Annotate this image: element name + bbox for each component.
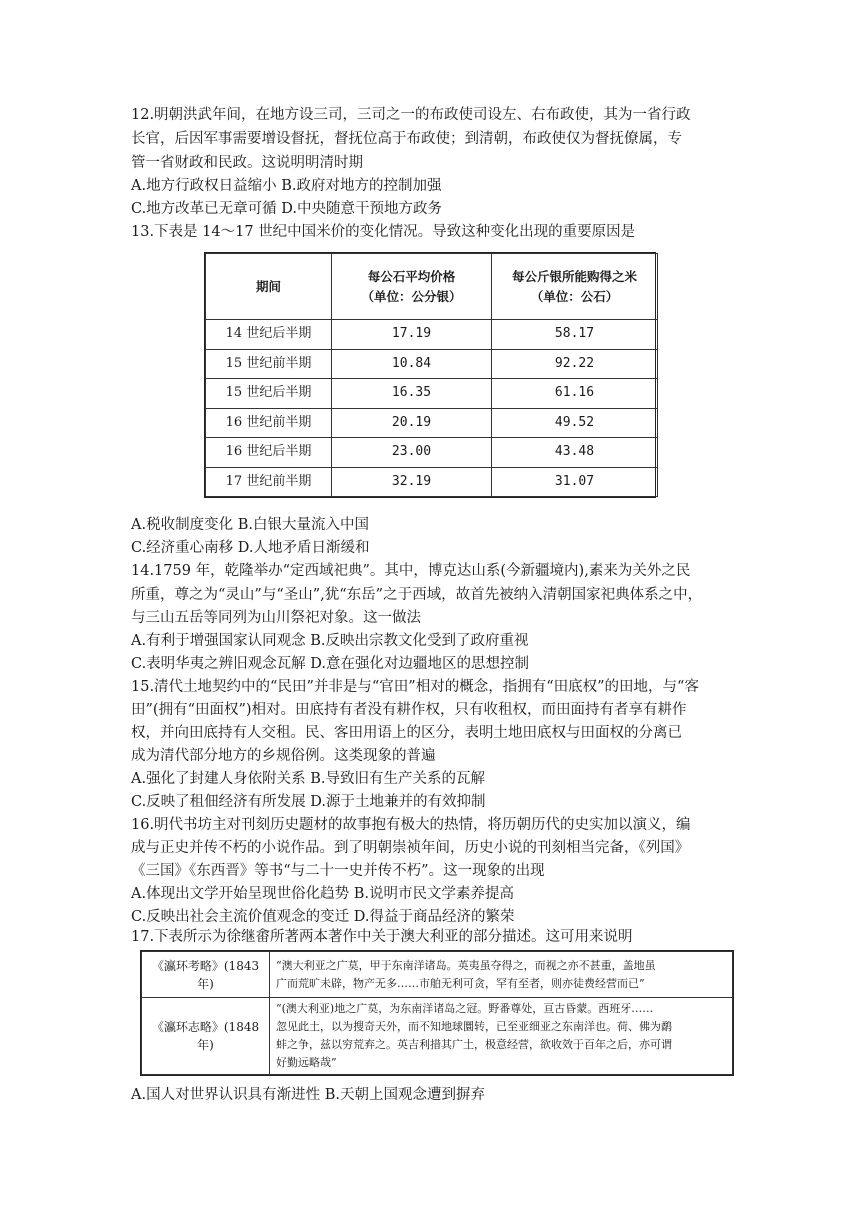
- price-cell: 17.19: [332, 320, 492, 350]
- period-cell: 17 世纪前半期: [206, 467, 332, 497]
- quote-cell: [270, 952, 733, 998]
- rice-cell: 58.17: [492, 320, 658, 350]
- quote-line: “(澳大利亚)地之广莫，为东南洋诸岛之冠。野番尊处，亘古昏蒙。西班牙……: [276, 1002, 654, 1015]
- q16-options-cd: C.反映出社会主流价值观念的变迁 D.得益于商品经济的繁荣: [131, 909, 515, 925]
- q17-stem: 17.下表所示为徐继畬所著两本著作中关于澳大利亚的部分描述。这可用来说明: [131, 929, 633, 945]
- period-cell: 16 世纪后半期: [206, 438, 332, 468]
- table-row: [206, 467, 658, 497]
- table-row: [142, 998, 733, 1075]
- q16-stem-line-3: 《三国》《东西晋》等书“与二十一史并传不朽”。这一现象的出现: [131, 863, 545, 879]
- q16-stem-line-1: 16.明代书坊主对刊刻历史题材的故事抱有极大的热情，将历朝历代的史实加以演义，编: [131, 817, 691, 833]
- header-rice-per-silver: 每公斤银所能购得之米 （单位：公石）: [492, 254, 658, 320]
- book-title-cell: 《瀛环志略》(1848 年): [142, 998, 270, 1075]
- table-row: [206, 438, 658, 468]
- period-cell: 14 世纪后半期: [206, 320, 332, 350]
- q16-stem-line-2: 成与正史并传不朽的小说作品。到了明朝崇祯年间，历史小说的刊刻相当完备，《列国》: [131, 840, 690, 856]
- q12-options-cd: C.地方改革已无章可循 D.中央随意干预地方政务: [131, 201, 443, 217]
- price-cell: 32.19: [332, 467, 492, 497]
- rice-cell: 49.52: [492, 408, 658, 438]
- quote-line: 忽见此土，以为搜奇天外，而不知地球圜转，已至亚细亚之东南洋也。荷、佛为鹬: [276, 1020, 672, 1033]
- quote-cell: [270, 998, 733, 1075]
- rice-cell: 61.16: [492, 379, 658, 409]
- price-cell: 16.35: [332, 379, 492, 409]
- q14-stem-line-2: 所重，尊之为“灵山”与“圣山”,犹“东岳”之于西域，故首先被纳入清朝国家祀典体系之中，: [131, 587, 703, 603]
- table-row: [206, 408, 658, 438]
- rice-cell: 43.48: [492, 438, 658, 468]
- table-row: [142, 952, 733, 998]
- q15-stem-line-2: 田”(拥有“田面权”)相对。田底持有者没有耕作权，只有收租权，而田面持有者享有耕作: [131, 702, 687, 718]
- header-avg-price: 每公石平均价格 （单位：公分银）: [332, 254, 492, 320]
- q16-options-ab: A.体现出文学开始呈现世俗化趋势 B.说明市民文学素养提高: [131, 886, 514, 902]
- table-row: [206, 320, 658, 350]
- price-cell: 23.00: [332, 438, 492, 468]
- q13-options-cd: C.经济重心南移 D.人地矛盾日渐缓和: [131, 540, 370, 556]
- quote-line: 广而荒旷未辟，物产无多……市舶无利可贪，罕有至者，则亦徒费经营而已”: [276, 976, 645, 990]
- q14-stem-line-3: 与三山五岳等同列为山川祭祀对象。这一做法: [131, 610, 421, 626]
- q15-stem-line-3: 权，并向田底持有人交租。民、客田用语上的区分，表明土地田底权与田面权的分离已: [131, 725, 682, 741]
- quote-line: 好勤远略哉”: [276, 1056, 337, 1069]
- q14-stem-line-1: 14.1759 年，乾隆举办“定西域祀典”。其中，博克达山系(今新疆境内),素来为关外之民: [131, 563, 691, 579]
- quote-line: 蚌之争，兹以穷荒弃之。英吉利措其广土，极意经营，欲收效于百年之后，亦可谓: [276, 1038, 672, 1051]
- price-cell: 10.84: [332, 349, 492, 379]
- q15-options-cd: C.反映了租佃经济有所发展 D.源于土地兼并的有效抑制: [131, 794, 486, 810]
- q15-stem-line-1: 15.清代土地契约中的“民田”并非是与“官田”相对的概念，指拥有“田底权”的田地，与“客: [131, 679, 699, 695]
- period-cell: 16 世纪前半期: [206, 408, 332, 438]
- q15-options-ab: A.强化了封建人身依附关系 B.导致旧有生产关系的瓦解: [131, 771, 485, 787]
- q14-options-cd: C.表明华夷之辨旧观念瓦解 D.意在强化对边疆地区的思想控制: [131, 656, 530, 672]
- book-title-cell: 《瀛环考略》(1843 年): [142, 952, 270, 998]
- price-cell: 20.19: [332, 408, 492, 438]
- q14-options-ab: A.有利于增强国家认同观念 B.反映出宗教文化受到了政府重视: [131, 633, 529, 649]
- q12-stem-line-3: 管一省财政和民政。这说明明清时期: [131, 155, 363, 171]
- table-row: [206, 349, 658, 379]
- header-period: 期间: [206, 254, 332, 320]
- q13-options-ab: A.税收制度变化 B.白银大量流入中国: [131, 517, 369, 533]
- table-header-row: [206, 254, 658, 320]
- rice-cell: 92.22: [492, 349, 658, 379]
- q12-stem-line-2: 长官，后因军事需要增设督抚，督抚位高于布政使；到清朝，布政使仅为督抚僚属，专: [131, 131, 682, 147]
- q12-options-ab: A.地方行政权日益缩小 B.政府对地方的控制加强: [131, 178, 442, 194]
- q17-australia-table: [140, 950, 734, 1076]
- quote-line: “澳大利亚之广莫，甲于东南洋诸岛。英夷虽夺得之，而视之亦不甚重，盖地虽: [276, 958, 656, 972]
- q12-stem-line-1: 12.明朝洪武年间，在地方设三司，三司之一的布政使司设左、右布政使，其为一省行政: [131, 107, 691, 123]
- period-cell: 15 世纪前半期: [206, 349, 332, 379]
- q13-stem: 13.下表是 14～17 世纪中国米价的变化情况。导致这种变化出现的重要原因是: [131, 224, 636, 240]
- q13-rice-price-table: [204, 252, 656, 498]
- period-cell: 15 世纪后半期: [206, 379, 332, 409]
- rice-cell: 31.07: [492, 467, 658, 497]
- q15-stem-line-4: 成为清代部分地方的乡规俗例。这类现象的普遍: [131, 748, 436, 764]
- q17-options-ab: A.国人对世界认识具有渐进性 B.天朝上国观念遭到摒弃: [131, 1087, 485, 1103]
- table-row: [206, 379, 658, 409]
